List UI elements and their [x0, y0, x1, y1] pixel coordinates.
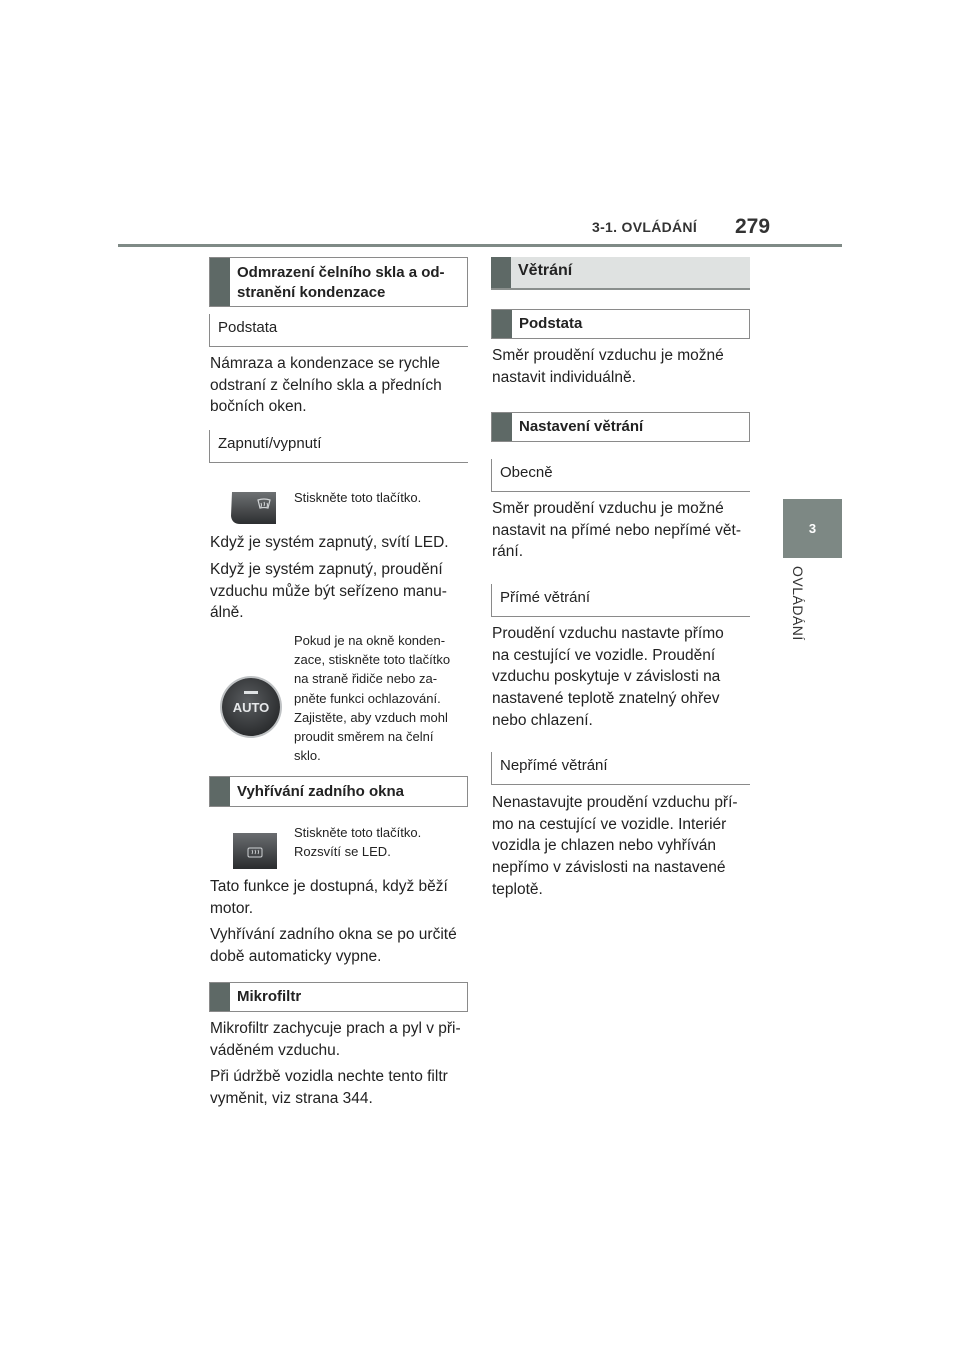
prime-text: Proudění vzduchu nastavte přímo na cestující ve vozidle. Proudění vzduchu poskytuje v závislosti na nastavené teplotě znatelný ohřev nebo chlazení. [492, 625, 724, 729]
section-title: 3-1. OVLÁDÁNÍ [592, 219, 698, 235]
rear-window-heading: Vyhřívání zadního okna [209, 776, 468, 807]
zapnuti-subheading: Zapnutí/vypnutí [209, 430, 468, 463]
microfilter-heading: Mikrofiltr [209, 982, 468, 1012]
auto-led-bar [244, 691, 258, 694]
page-number: 279 [735, 215, 771, 238]
obecne-subheading: Obecně [491, 459, 750, 492]
chapter-number: 3 [808, 521, 817, 536]
heading-bar [492, 413, 512, 441]
when-on-led: Když je systém zapnutý, svítí LED. [210, 534, 449, 551]
podstata-paragraph: Námraza a kondenzace se rychle odstraní z čelního skla a předních bočních oken. [210, 355, 442, 416]
ventilation-podstata-text: Směr proudění vzduchu je možné nastavit individuálně. [492, 347, 724, 386]
rear-text-1: Tato funkce je dostupná, když běží motor. [210, 878, 448, 917]
auto-button-icon [222, 678, 280, 736]
defrost-heading-line2: stranění kondenzace [237, 284, 386, 301]
defrost-heading [209, 257, 468, 307]
auto-label: AUTO [232, 700, 270, 715]
windshield-defrost-button-icon [226, 490, 278, 526]
obecne-text: Směr proudění vzduchu je možné nastavit na přímé nebo nepřímé vět- rání. [492, 500, 741, 561]
when-on-airflow: Když je systém zapnutý, proudění vzduchu může být seřízeno manu- álně. [210, 561, 447, 622]
defrost-heading-line1: Odmrazení čelního skla a od- [237, 264, 445, 281]
auto-note: Pokud je na okně konden- zace, stiskněte toto tlačítko na straně řidiče nebo za- pněte funkci ochlazování. Zajistěte, aby vzduch mohl proudit směrem na čelní sklo. [294, 633, 451, 764]
nastaveni-heading: Nastavení větrání [491, 412, 750, 442]
prime-subheading: Přímé větrání [491, 584, 750, 617]
rear-text-2: Vyhřívání zadního okna se po určité době automaticky vypne. [210, 926, 457, 965]
ventilation-heading: Větrání [491, 257, 750, 290]
microfilter-text-2: Při údržbě vozidla nechte tento filtr vyměnit, viz strana 344. [210, 1068, 448, 1107]
press-button-caption-1: Stiskněte toto tlačítko. [294, 490, 422, 505]
heading-bar [210, 777, 230, 806]
heading-bar [492, 310, 512, 338]
neprime-subheading: Nepřímé větrání [491, 752, 750, 785]
podstata-heading: Podstata [491, 309, 750, 339]
podstata-subheading: Podstata [209, 314, 468, 347]
microfilter-text-1: Mikrofiltr zachycuje prach a pyl v při- váděném vzduchu. [210, 1020, 461, 1059]
header-rule [118, 244, 842, 247]
heading-bar [491, 257, 511, 288]
press-button-caption-2: Stiskněte toto tlačítko. Rozsvítí se LED. [294, 825, 422, 860]
heading-bar [210, 983, 230, 1011]
rear-window-heat-button-icon [232, 832, 278, 870]
chapter-side-label: OVLÁDÁNÍ [790, 566, 806, 641]
heading-bar [210, 258, 230, 306]
chapter-tab [783, 499, 842, 558]
neprime-text: Nenastavujte proudění vzduchu pří- mo na cestující ve vozidle. Interiér vozidla je chlazen nebo vyhříván nepřímo v závislosti na nastavené teplotě. [492, 794, 738, 898]
